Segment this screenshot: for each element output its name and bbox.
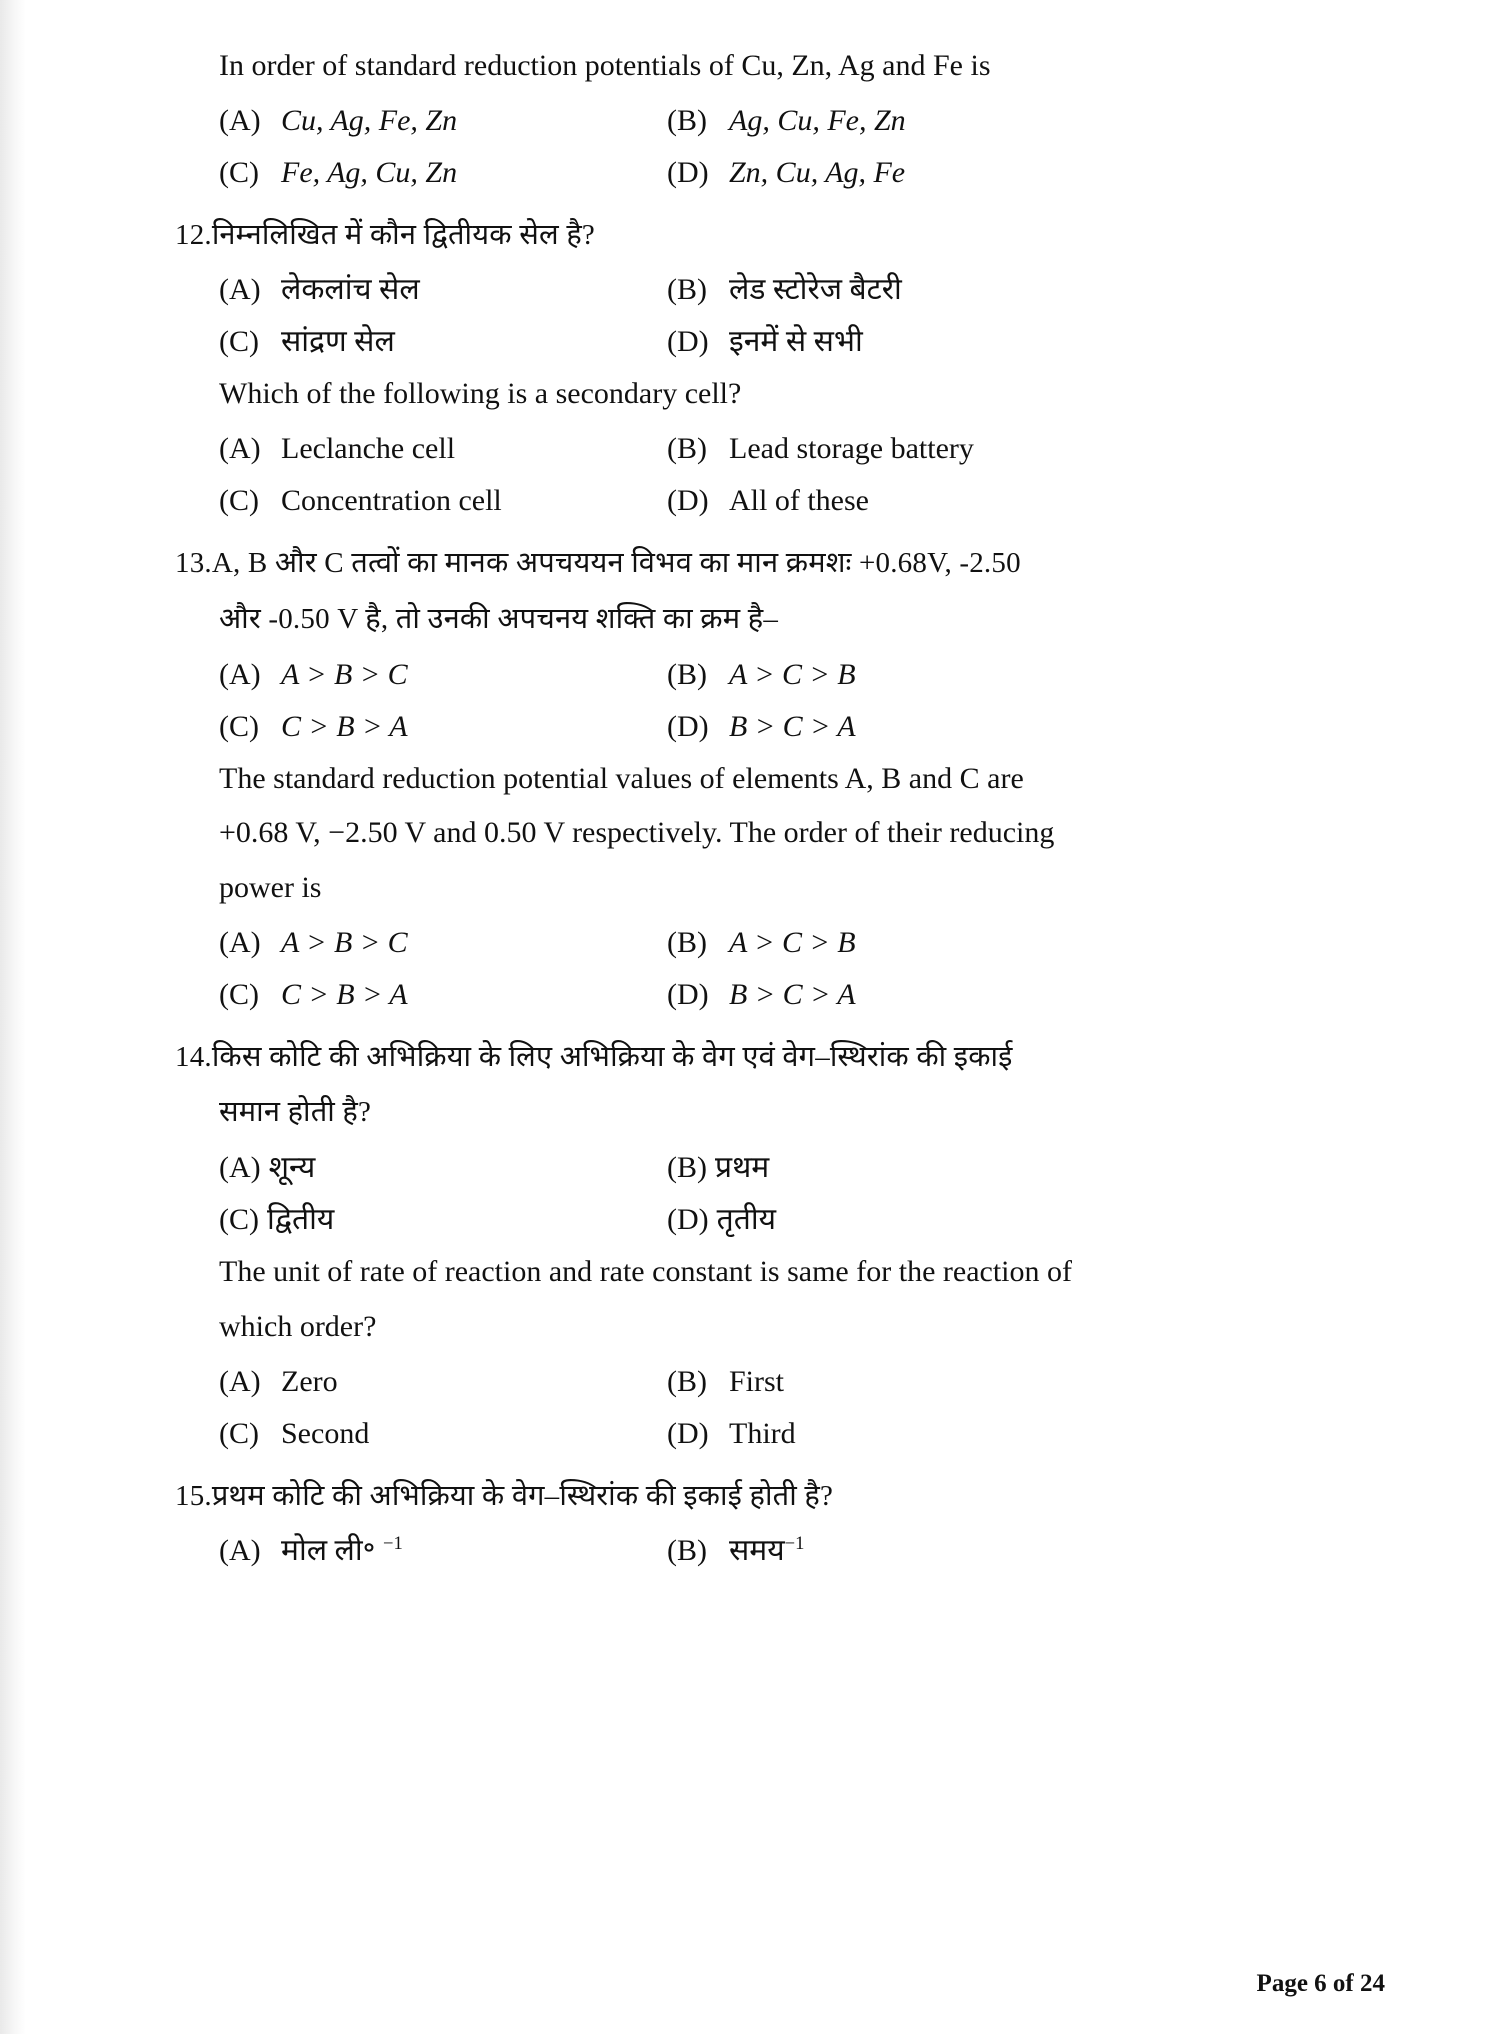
q12-hindi-options-row-2: [175, 318, 1185, 366]
option-label-d: (D): [667, 709, 709, 743]
option-value-b: प्रथम: [715, 1151, 770, 1185]
q14-hindi-stem-line-2: समान होती है?: [219, 1096, 372, 1129]
q12-number: 12.: [175, 218, 212, 251]
option-label-a: (A): [219, 1151, 261, 1185]
option-value-c: Concentration cell: [281, 484, 502, 518]
q14-english-options-row-2: [175, 1410, 1185, 1458]
option-b[interactable]: [667, 1144, 1185, 1192]
option-value-a: [281, 1527, 667, 1575]
option-value-a: लेकलांच सेल: [281, 273, 420, 307]
option-d[interactable]: [667, 318, 1185, 366]
spacer: [175, 529, 1185, 539]
option-a[interactable]: [175, 1358, 667, 1406]
option-b[interactable]: [667, 97, 1185, 145]
option-b[interactable]: [667, 1358, 1185, 1406]
q13-hindi-options-row-2: [175, 703, 1185, 751]
option-label-a: (A): [219, 657, 261, 691]
option-label-b: (B): [667, 273, 707, 307]
option-d[interactable]: [667, 149, 1185, 197]
option-value-a-main: मोल ली॰: [281, 1534, 383, 1568]
option-d[interactable]: [667, 477, 1185, 525]
q13-hindi-options-row-1: [175, 651, 1185, 699]
option-value-c: C > B > A: [281, 709, 408, 743]
option-a[interactable]: [175, 266, 667, 314]
option-label-b: (B): [667, 925, 707, 959]
option-value-a: शून्य: [268, 1151, 316, 1185]
option-value-b: [729, 1527, 1185, 1575]
q12-english-options-row-1: [175, 425, 1185, 473]
option-value-d: All of these: [729, 484, 869, 518]
q14-english-stem-line-1: The unit of rate of reaction and rate constant is same for the reaction of: [219, 1255, 1072, 1289]
q14-english-options-row-1: [175, 1358, 1185, 1406]
q14-hindi-options-row-1: [175, 1144, 1185, 1192]
option-value-c: सांद्रण सेल: [281, 325, 395, 359]
option-value-a: Zero: [281, 1364, 338, 1398]
option-value-c: Fe, Ag, Cu, Zn: [281, 155, 458, 189]
option-a[interactable]: [175, 425, 667, 473]
option-value-a: A > B > C: [281, 925, 408, 959]
option-label-a: (A): [219, 1534, 261, 1568]
option-value-b-main: समय: [729, 1534, 785, 1568]
option-value-a: A > B > C: [281, 657, 408, 691]
option-b[interactable]: [667, 266, 1185, 314]
option-c[interactable]: [175, 477, 667, 525]
option-value-d: Third: [729, 1416, 796, 1450]
option-value-d: B > C > A: [729, 709, 856, 743]
option-label-a: (A): [219, 432, 261, 466]
option-value-a-superscript: −1: [382, 1533, 403, 1555]
option-c[interactable]: [175, 1196, 667, 1244]
q12-hindi-options-row-1: [175, 266, 1185, 314]
option-label-d: (D): [667, 484, 709, 518]
page-content: [175, 42, 1185, 1575]
option-label-a: (A): [219, 103, 261, 137]
option-b[interactable]: [667, 425, 1185, 473]
option-value-b: Lead storage battery: [729, 432, 974, 466]
option-label-d: (D): [667, 977, 709, 1011]
option-c[interactable]: [175, 1410, 667, 1458]
option-value-b: A > C > B: [729, 925, 856, 959]
option-value-c: Second: [281, 1416, 370, 1450]
option-a[interactable]: [175, 651, 667, 699]
option-c[interactable]: [175, 971, 667, 1019]
q11-english-stem: In order of standard reduction potentials of Cu, Zn, Ag and Fe is: [219, 49, 991, 82]
option-value-d: B > C > A: [729, 977, 856, 1011]
q13-hindi-stem-text-1: A, B और C तत्वों का मानक अपचययन विभव का मान क्रमशः +0.68V, -2.50: [211, 547, 1021, 580]
q14-number: 14.: [175, 1040, 212, 1073]
q12-hindi-stem-text: निम्नलिखित में कौन द्वितीयक सेल है?: [211, 218, 595, 251]
option-value-d: तृतीय: [716, 1203, 777, 1237]
q13-english-options-row-1: [175, 919, 1185, 967]
option-d[interactable]: [667, 703, 1185, 751]
option-label-d: (D): [667, 325, 709, 359]
option-label-a: (A): [219, 273, 261, 307]
option-label-b: (B): [667, 657, 707, 691]
option-label-d: (D): [667, 155, 709, 189]
q13-english-stem-line-2: +0.68 V, −2.50 V and 0.50 V respectively. The order of their reducing: [219, 816, 1055, 850]
option-label-c: (C): [219, 155, 259, 189]
option-label-c: (C): [219, 484, 259, 518]
q12-hindi-stem: [175, 211, 1185, 261]
q11-english-options-row-2: [175, 149, 1185, 197]
option-label-b: (B): [667, 432, 707, 466]
option-value-b: First: [729, 1364, 785, 1398]
page-footer: Page 6 of 24: [1256, 1970, 1385, 1997]
option-label-b: (B): [667, 1534, 707, 1568]
page-gutter-shading: [0, 0, 26, 2034]
option-label-a: (A): [219, 1364, 261, 1398]
q14-hindi-stem-line-1: [175, 1033, 1185, 1083]
spacer: [175, 1462, 1185, 1472]
q11-english-options-row-1: [175, 97, 1185, 145]
q13-hindi-stem-line-1: [175, 539, 1185, 589]
option-label-c: (C): [219, 1203, 259, 1237]
option-label-d: (D): [667, 1416, 709, 1450]
q14-hindi-options-row-2: [175, 1196, 1185, 1244]
option-value-b: Ag, Cu, Fe, Zn: [729, 103, 906, 137]
q12-english-options-row-2: [175, 477, 1185, 525]
option-value-b: A > C > B: [729, 657, 856, 691]
option-value-c: C > B > A: [281, 977, 408, 1011]
spacer: [175, 1023, 1185, 1033]
option-label-d: (D): [667, 1203, 709, 1237]
option-d[interactable]: [667, 971, 1185, 1019]
option-label-c: (C): [219, 977, 259, 1011]
q14-hindi-stem-text-1: किस कोटि की अभिक्रिया के लिए अभिक्रिया के वेग एवं वेग–स्थिरांक की इकाई: [211, 1040, 1013, 1073]
q13-english-stem-line-1: The standard reduction potential values of elements A, B and C are: [219, 761, 1024, 795]
option-label-b: (B): [667, 103, 707, 137]
option-label-c: (C): [219, 1416, 259, 1450]
option-value-a: Leclanche cell: [281, 432, 456, 466]
option-label-b: (B): [667, 1151, 707, 1185]
option-value-b: लेड स्टोरेज बैटरी: [729, 273, 902, 307]
option-a[interactable]: [175, 97, 667, 145]
option-c[interactable]: [175, 318, 667, 366]
option-d[interactable]: [667, 1196, 1185, 1244]
option-c[interactable]: [175, 149, 667, 197]
option-d[interactable]: [667, 1410, 1185, 1458]
q12-english-stem: Which of the following is a secondary cell?: [219, 377, 742, 411]
option-b[interactable]: [667, 919, 1185, 967]
option-a[interactable]: [175, 919, 667, 967]
option-b[interactable]: [667, 1527, 1185, 1575]
option-value-a: Cu, Ag, Fe, Zn: [281, 103, 458, 137]
option-value-d: Zn, Cu, Ag, Fe: [729, 155, 906, 189]
option-value-c: द्वितीय: [267, 1203, 335, 1237]
q13-english-stem-line-3: power is: [219, 871, 322, 904]
option-label-b: (B): [667, 1364, 707, 1398]
option-label-a: (A): [219, 925, 261, 959]
option-b[interactable]: [667, 651, 1185, 699]
option-a[interactable]: [175, 1527, 667, 1575]
q14-english-stem-line-2: which order?: [219, 1309, 377, 1343]
q13-hindi-stem-line-2: और -0.50 V है, तो उनकी अपचनय शक्ति का क्रम है–: [219, 602, 779, 635]
q15-number: 15.: [175, 1479, 212, 1512]
spacer: [175, 201, 1185, 211]
q13-number: 13.: [175, 547, 212, 580]
option-label-c: (C): [219, 325, 259, 359]
q15-hindi-options-row-1: [175, 1527, 1185, 1575]
q13-english-options-row-2: [175, 971, 1185, 1019]
option-label-c: (C): [219, 709, 259, 743]
q15-hindi-stem: [175, 1472, 1185, 1522]
option-a[interactable]: [175, 1144, 667, 1192]
option-c[interactable]: [175, 703, 667, 751]
q15-hindi-stem-text: प्रथम कोटि की अभिक्रिया के वेग–स्थिरांक की इकाई होती है?: [211, 1479, 834, 1512]
option-value-b-superscript: −1: [784, 1533, 805, 1555]
option-value-d: इनमें से सभी: [729, 325, 863, 359]
